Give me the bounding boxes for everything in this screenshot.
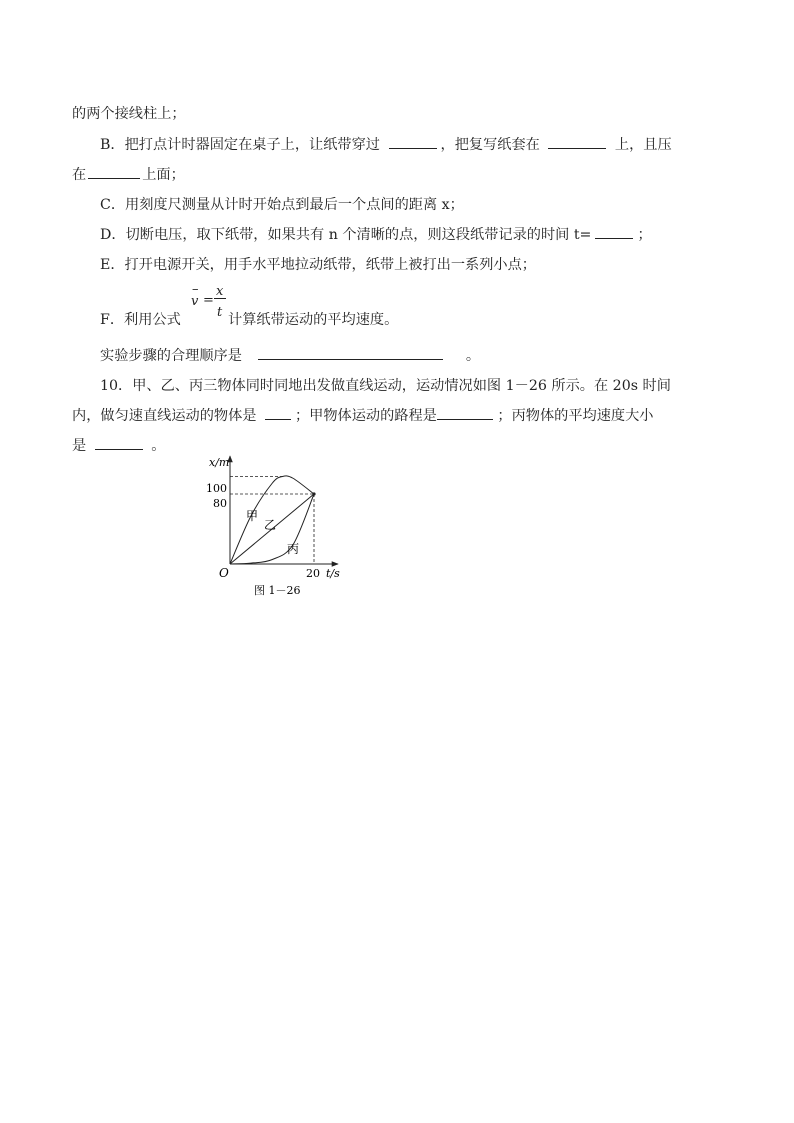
curve-bing bbox=[230, 494, 314, 564]
step-d bbox=[100, 224, 652, 244]
step-d-text-2: ； bbox=[637, 227, 652, 243]
blank-b1 bbox=[389, 147, 437, 149]
blank-q10-speed bbox=[95, 448, 143, 450]
formula-numerator: x bbox=[216, 284, 224, 299]
q10-line2 bbox=[72, 405, 653, 425]
figure-caption: 图 1－26 bbox=[254, 584, 301, 597]
step-f-text-1: F．利用公式 bbox=[100, 312, 181, 328]
step-b-text-3: 上，且压 bbox=[614, 137, 672, 153]
formula-bar: – bbox=[192, 282, 199, 297]
blank-b3 bbox=[88, 177, 140, 179]
line-yi bbox=[230, 494, 314, 564]
blank-b2 bbox=[548, 147, 606, 149]
y-tick-100: 100 bbox=[206, 482, 227, 495]
order-text: 实验步骤的合理顺序是 bbox=[100, 348, 242, 364]
formula-v: v bbox=[191, 294, 199, 309]
order-line bbox=[100, 345, 480, 365]
q10-text-2a: 内，做匀速直线运动的物体是 bbox=[72, 408, 257, 424]
blank-order bbox=[258, 358, 443, 360]
curves bbox=[230, 476, 316, 564]
step-b-text-4: 在 bbox=[72, 167, 87, 183]
formula-fraction-line bbox=[214, 298, 226, 299]
blank-q10-path bbox=[437, 418, 493, 420]
y-axis-label: x/m bbox=[209, 456, 230, 469]
q10-text-2c: ；丙物体的平均速度大小 bbox=[497, 408, 654, 424]
curve-jia bbox=[230, 476, 314, 564]
blank-d bbox=[595, 237, 633, 239]
dashed-guides bbox=[230, 477, 314, 565]
step-b-line2 bbox=[72, 164, 185, 184]
curve-label-yi: 乙 bbox=[264, 518, 277, 532]
order-end: 。 bbox=[465, 348, 481, 364]
q10-line1: 10．甲、乙、丙三物体同时同地出发做直线运动，运动情况如图 1－26 所示。在 20s 时间 bbox=[100, 378, 671, 394]
q10-text-3a: 是 bbox=[72, 438, 87, 454]
x-axis-label: t/s bbox=[326, 567, 340, 580]
q10-text-2b: ；甲物体运动的路程是 bbox=[294, 408, 437, 424]
origin-label: O bbox=[219, 566, 229, 580]
x-tick-20: 20 bbox=[306, 567, 320, 580]
step-f-text-2: 计算纸带运动的平均速度。 bbox=[228, 312, 399, 328]
step-b-text-1: B．把打点计时器固定在桌子上，让纸带穿过 bbox=[100, 137, 380, 153]
curve-label-bing: 丙 bbox=[287, 542, 300, 556]
formula-denominator: t bbox=[217, 305, 223, 320]
step-b-text-2: ，把复写纸套在 bbox=[440, 137, 540, 153]
blank-q10-uniform bbox=[265, 418, 291, 420]
q10-line3 bbox=[72, 435, 165, 455]
step-d-text-1: D．切断电压，取下纸带，如果共有 n 个清晰的点，则这段纸带记录的时间 t= bbox=[100, 227, 592, 243]
step-b-line1 bbox=[100, 134, 672, 154]
step-e: E．打开电源开关，用手水平地拉动纸带，纸带上被打出一系列小点； bbox=[100, 257, 536, 273]
q10-text-3b: 。 bbox=[151, 438, 166, 454]
step-c: C．用刻度尺测量从计时开始点到最后一个点间的距离 x； bbox=[100, 197, 464, 213]
formula-equals: = bbox=[203, 293, 214, 308]
step-a-tail: 的两个接线柱上； bbox=[72, 106, 186, 122]
meeting-point bbox=[312, 492, 315, 495]
curve-label-jia: 甲 bbox=[246, 509, 259, 523]
y-tick-80: 80 bbox=[213, 497, 227, 510]
step-b-text-5: 上面； bbox=[142, 167, 185, 183]
